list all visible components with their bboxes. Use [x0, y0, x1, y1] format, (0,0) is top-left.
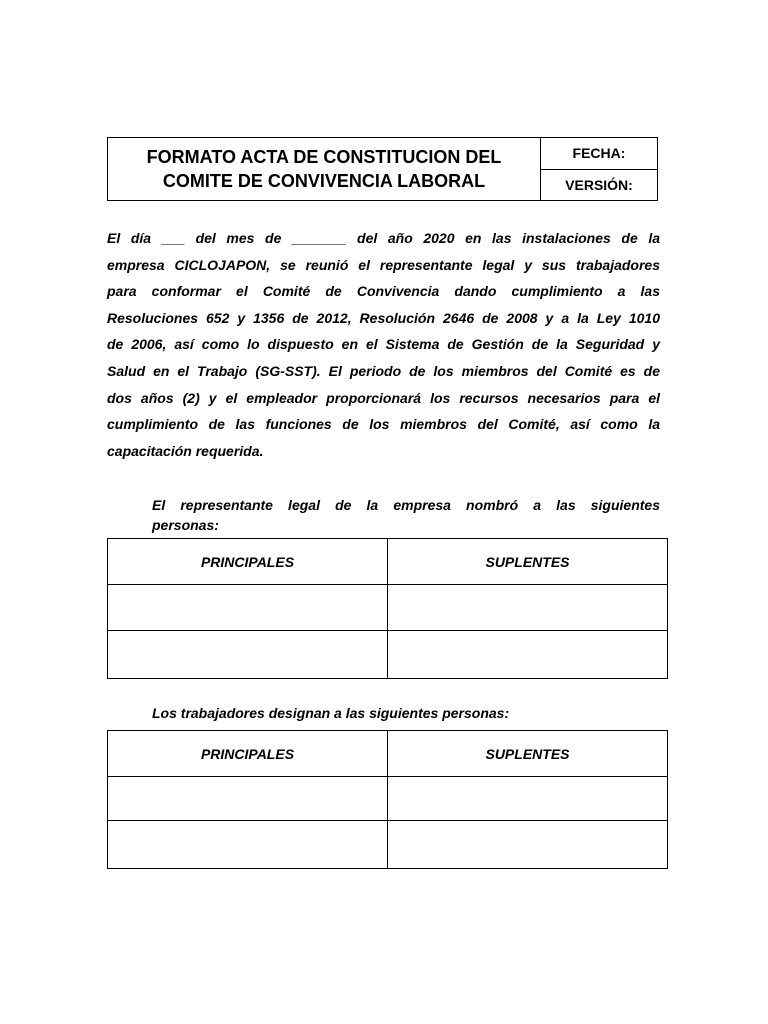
intro-line: Resoluciones 652 y 1356 de 2012, Resolución 2646 de 2008 y a la Ley 1010 — [107, 309, 660, 326]
table-header-row — [108, 539, 668, 585]
suplente-cell[interactable] — [388, 631, 668, 679]
bullet-glyph-icon — [130, 495, 152, 535]
table-header-row — [108, 731, 668, 777]
form-header — [107, 137, 658, 201]
form-title-line2: COMITE DE CONVIVENCIA LABORAL — [162, 171, 486, 191]
bullet-glyph-icon — [130, 703, 152, 723]
intro-line: El día ___ del mes de _______ del año 2020 en las instalaciones de la — [107, 230, 660, 246]
table-row — [108, 821, 668, 869]
table-row — [108, 777, 668, 821]
suplentes-header: SUPLENTES — [388, 539, 668, 585]
form-title — [108, 138, 541, 200]
form-title-line1: FORMATO ACTA DE CONSTITUCION DEL — [146, 147, 502, 167]
intro-line: Salud en el Trabajo (SG-SST). El periodo de los miembros del Comité es de — [107, 362, 660, 379]
principal-cell[interactable] — [108, 777, 388, 821]
principal-cell[interactable] — [108, 631, 388, 679]
section1-line1: El representante legal de la empresa nombró a las siguientes — [152, 497, 660, 513]
table-row — [108, 631, 668, 679]
section1-bullet-item — [130, 495, 660, 535]
intro-line: para conformar el Comité de Convivencia dando cumplimiento a las — [107, 283, 660, 300]
suplente-cell[interactable] — [388, 585, 668, 631]
principales-header: PRINCIPALES — [108, 731, 388, 777]
intro-line: empresa CICLOJAPON, se reunió el representante legal y sus trabajadores — [107, 256, 660, 273]
header-meta — [541, 138, 657, 200]
principal-cell[interactable] — [108, 821, 388, 869]
suplente-cell[interactable] — [388, 821, 668, 869]
principales-header: PRINCIPALES — [108, 539, 388, 585]
suplentes-header: SUPLENTES — [388, 731, 668, 777]
section2-bullet-item — [130, 703, 660, 723]
section2-text — [152, 703, 660, 723]
version-label: VERSIÓN: — [565, 176, 633, 193]
intro-line: cumplimiento de las funciones de los miembros del Comité, así como la — [107, 416, 660, 433]
trabajadores-members-table — [107, 730, 668, 869]
suplente-cell[interactable] — [388, 777, 668, 821]
representante-members-table — [107, 538, 668, 679]
section2-line1: Los trabajadores designan a las siguientes personas: — [152, 705, 510, 721]
intro-paragraph — [107, 225, 660, 464]
section1-line2: personas: — [152, 517, 219, 533]
intro-line: dos años (2) y el empleador proporcionará los recursos necesarios para el — [107, 389, 660, 406]
fecha-label: FECHA: — [541, 138, 657, 170]
section1-text — [152, 495, 660, 535]
intro-line: capacitación requerida. — [107, 442, 264, 459]
intro-line: de 2006, así como lo dispuesto en el Sistema de Gestión de la Seguridad y — [107, 336, 660, 353]
principal-cell[interactable] — [108, 585, 388, 631]
table-row — [108, 585, 668, 631]
